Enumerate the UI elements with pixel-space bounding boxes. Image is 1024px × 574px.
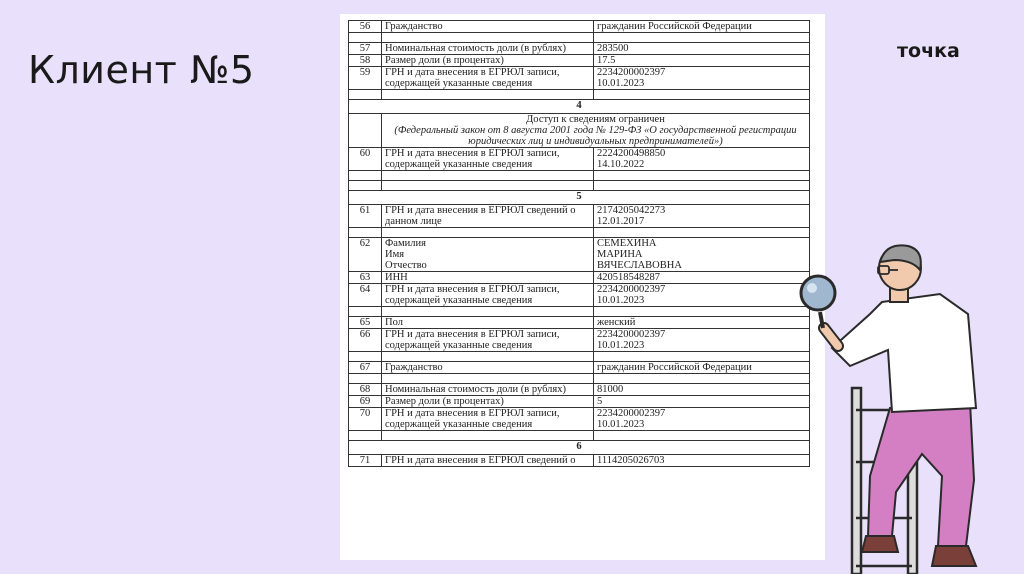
row-number: 67 bbox=[349, 362, 382, 374]
row-number: 63 bbox=[349, 272, 382, 284]
row-label: ГРН и дата внесения в ЕГРЮЛ записи, содержащей указанные сведения bbox=[382, 408, 594, 431]
spacer-row bbox=[349, 171, 810, 181]
row-label: ГРН и дата внесения в ЕГРЮЛ записи, содержащей указанные сведения bbox=[382, 148, 594, 171]
row-label: Гражданство bbox=[382, 21, 594, 33]
table-row bbox=[349, 67, 810, 90]
row-label: ГРН и дата внесения в ЕГРЮЛ сведений о bbox=[382, 455, 594, 467]
spacer-row bbox=[349, 307, 810, 317]
spacer-row bbox=[349, 228, 810, 238]
table-row bbox=[349, 396, 810, 408]
row-label: Гражданство bbox=[382, 362, 594, 374]
table-row bbox=[349, 43, 810, 55]
table-row bbox=[349, 205, 810, 228]
row-value: 2234200002397 10.01.2023 bbox=[594, 408, 810, 431]
table-row bbox=[349, 272, 810, 284]
section-header-row bbox=[349, 100, 810, 114]
table-row bbox=[349, 317, 810, 329]
row-value: 5 bbox=[594, 396, 810, 408]
row-number: 66 bbox=[349, 329, 382, 352]
table-row bbox=[349, 55, 810, 67]
table-row bbox=[349, 408, 810, 431]
table-row bbox=[349, 238, 810, 272]
notice-body: (Федеральный закон от 8 августа 2001 года № 129-ФЗ «О государственной регистрации юридических лиц и индивидуальных предпринимателей») bbox=[394, 125, 797, 147]
section-number: 4 bbox=[349, 100, 810, 114]
row-label: ГРН и дата внесения в ЕГРЮЛ записи, содержащей указанные сведения bbox=[382, 329, 594, 352]
row-label: Номинальная стоимость доли (в рублях) bbox=[382, 43, 594, 55]
shoe-shape bbox=[862, 536, 898, 552]
row-number: 70 bbox=[349, 408, 382, 431]
slide-title: Клиент №5 bbox=[28, 48, 255, 92]
section-header-row bbox=[349, 441, 810, 455]
row-number: 71 bbox=[349, 455, 382, 467]
section-number: 5 bbox=[349, 191, 810, 205]
notice-title: Доступ к сведениям ограничен bbox=[526, 114, 665, 125]
row-number: 58 bbox=[349, 55, 382, 67]
table-row bbox=[349, 362, 810, 374]
shoe-shape bbox=[932, 546, 976, 566]
row-label: ИНН bbox=[382, 272, 594, 284]
spacer-row bbox=[349, 431, 810, 441]
row-value: женский bbox=[594, 317, 810, 329]
row-label: Фамилия Имя Отчество bbox=[382, 238, 594, 272]
row-number: 57 bbox=[349, 43, 382, 55]
table-row bbox=[349, 455, 810, 467]
brand-logo: точка bbox=[897, 40, 960, 62]
table-row bbox=[349, 284, 810, 307]
row-number: 65 bbox=[349, 317, 382, 329]
restricted-access-row bbox=[349, 114, 810, 148]
row-value: 283500 bbox=[594, 43, 810, 55]
row-number: 68 bbox=[349, 384, 382, 396]
row-value: 2224200498850 14.10.2022 bbox=[594, 148, 810, 171]
row-number: 62 bbox=[349, 238, 382, 272]
row-value: 2234200002397 10.01.2023 bbox=[594, 284, 810, 307]
row-value: 2234200002397 10.01.2023 bbox=[594, 67, 810, 90]
row-value: 2174205042273 12.01.2017 bbox=[594, 205, 810, 228]
row-value: 1114205026703 bbox=[594, 455, 810, 467]
table-row bbox=[349, 148, 810, 171]
row-value: 420518548287 bbox=[594, 272, 810, 284]
row-label: Пол bbox=[382, 317, 594, 329]
row-number: 59 bbox=[349, 67, 382, 90]
spacer-row bbox=[349, 374, 810, 384]
row-value: СЕМЕХИНА МАРИНА ВЯЧЕСЛАВОВНА bbox=[594, 238, 810, 272]
row-number: 69 bbox=[349, 396, 382, 408]
spacer-row bbox=[349, 181, 810, 191]
row-label: ГРН и дата внесения в ЕГРЮЛ сведений о данном лице bbox=[382, 205, 594, 228]
row-label: Номинальная стоимость доли (в рублях) bbox=[382, 384, 594, 396]
table-row bbox=[349, 384, 810, 396]
row-number: 61 bbox=[349, 205, 382, 228]
magnifier-icon bbox=[801, 276, 835, 328]
row-number: 56 bbox=[349, 21, 382, 33]
row-value: 17.5 bbox=[594, 55, 810, 67]
row-value: 2234200002397 10.01.2023 bbox=[594, 329, 810, 352]
document-page bbox=[340, 14, 825, 560]
row-number: 64 bbox=[349, 284, 382, 307]
spacer-row bbox=[349, 90, 810, 100]
row-number: 60 bbox=[349, 148, 382, 171]
row-label: ГРН и дата внесения в ЕГРЮЛ записи, содержащей указанные сведения bbox=[382, 67, 594, 90]
table-row bbox=[349, 329, 810, 352]
egrul-extract-table bbox=[348, 20, 810, 467]
row-label: Размер доли (в процентах) bbox=[382, 396, 594, 408]
row-value: 81000 bbox=[594, 384, 810, 396]
row-value: гражданин Российской Федерации bbox=[594, 21, 810, 33]
pants-shape bbox=[868, 402, 974, 546]
row-label: ГРН и дата внесения в ЕГРЮЛ записи, содержащей указанные сведения bbox=[382, 284, 594, 307]
spacer-row bbox=[349, 352, 810, 362]
row-value: гражданин Российской Федерации bbox=[594, 362, 810, 374]
table-row bbox=[349, 21, 810, 33]
row-label: Размер доли (в процентах) bbox=[382, 55, 594, 67]
section-header-row bbox=[349, 191, 810, 205]
spacer-row bbox=[349, 33, 810, 43]
section-number: 6 bbox=[349, 441, 810, 455]
man-with-magnifier-on-ladder-icon bbox=[790, 240, 1024, 574]
